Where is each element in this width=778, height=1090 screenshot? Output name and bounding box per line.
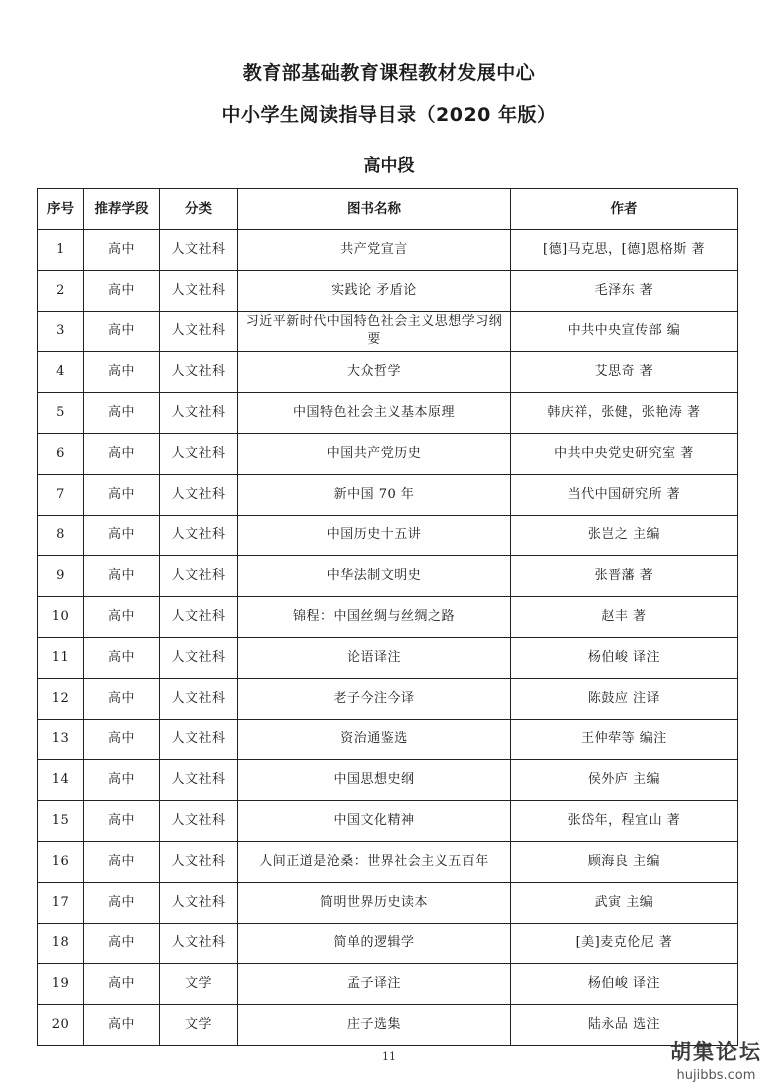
cell-category: 人文社科	[160, 474, 238, 515]
table-row	[38, 270, 738, 311]
cell-book-title: 中国文化精神	[238, 801, 511, 842]
cell-category: 人文社科	[160, 801, 238, 842]
cell-stage: 高中	[84, 923, 160, 964]
cell-category: 人文社科	[160, 433, 238, 474]
cell-book-title: 习近平新时代中国特色社会主义思想学习纲要	[238, 311, 511, 352]
cell-category: 人文社科	[160, 678, 238, 719]
table-row	[38, 841, 738, 882]
cell-index: 2	[38, 270, 84, 311]
watermark-url: hujibbs.com	[676, 1068, 756, 1083]
cell-author: 韩庆祥，张健，张艳涛 著	[511, 393, 738, 434]
cell-book-title: 论语译注	[238, 637, 511, 678]
cell-category: 文学	[160, 964, 238, 1005]
cell-book-title: 孟子译注	[238, 964, 511, 1005]
cell-category: 人文社科	[160, 352, 238, 393]
cell-author: 张岱年，程宜山 著	[511, 801, 738, 842]
table-row	[38, 597, 738, 638]
page-number: 11	[382, 1050, 396, 1063]
cell-index: 7	[38, 474, 84, 515]
cell-author: 侯外庐 主编	[511, 760, 738, 801]
cell-index: 10	[38, 597, 84, 638]
cell-index: 15	[38, 801, 84, 842]
cell-index: 3	[38, 311, 84, 352]
column-header-title: 图书名称	[238, 189, 511, 230]
cell-book-title: 中华法制文明史	[238, 556, 511, 597]
table-row	[38, 719, 738, 760]
cell-index: 18	[38, 923, 84, 964]
cell-category: 人文社科	[160, 882, 238, 923]
cell-book-title: 庄子选集	[238, 1005, 511, 1046]
cell-stage: 高中	[84, 474, 160, 515]
cell-book-title: 大众哲学	[238, 352, 511, 393]
cell-category: 人文社科	[160, 719, 238, 760]
cell-author: 杨伯峻 译注	[511, 637, 738, 678]
cell-book-title: 中国特色社会主义基本原理	[238, 393, 511, 434]
cell-category: 人文社科	[160, 556, 238, 597]
table-row	[38, 760, 738, 801]
section-heading: 高中段	[363, 156, 415, 176]
cell-author: 张晋藩 著	[511, 556, 738, 597]
cell-author: 赵丰 著	[511, 597, 738, 638]
cell-book-title: 锦程：中国丝绸与丝绸之路	[238, 597, 511, 638]
column-header-author: 作者	[511, 189, 738, 230]
cell-author: 中共中央党史研究室 著	[511, 433, 738, 474]
cell-book-title: 中国思想史纲	[238, 760, 511, 801]
cell-author: 顾海良 主编	[511, 841, 738, 882]
cell-author: 毛泽东 著	[511, 270, 738, 311]
cell-book-title: 新中国 70 年	[238, 474, 511, 515]
cell-book-title: 中国共产党历史	[238, 433, 511, 474]
cell-book-title: 简明世界历史读本	[238, 882, 511, 923]
cell-stage: 高中	[84, 760, 160, 801]
cell-stage: 高中	[84, 515, 160, 556]
cell-stage: 高中	[84, 597, 160, 638]
cell-author: [德]马克思，[德]恩格斯 著	[511, 230, 738, 271]
cell-stage: 高中	[84, 801, 160, 842]
cell-index: 12	[38, 678, 84, 719]
cell-category: 文学	[160, 1005, 238, 1046]
cell-book-title: 简单的逻辑学	[238, 923, 511, 964]
cell-stage: 高中	[84, 230, 160, 271]
cell-author: 陈鼓应 注译	[511, 678, 738, 719]
table-row	[38, 801, 738, 842]
cell-index: 19	[38, 964, 84, 1005]
cell-category: 人文社科	[160, 311, 238, 352]
table-row	[38, 515, 738, 556]
cell-index: 8	[38, 515, 84, 556]
table-row	[38, 311, 738, 352]
table-header-row	[38, 189, 738, 230]
cell-book-title: 资治通鉴选	[238, 719, 511, 760]
column-header-category: 分类	[160, 189, 238, 230]
reading-list-table	[37, 188, 738, 1046]
table-row	[38, 964, 738, 1005]
cell-stage: 高中	[84, 1005, 160, 1046]
cell-category: 人文社科	[160, 393, 238, 434]
cell-stage: 高中	[84, 393, 160, 434]
cell-index: 9	[38, 556, 84, 597]
watermark	[670, 1036, 762, 1083]
column-header-stage: 推荐学段	[84, 189, 160, 230]
cell-index: 4	[38, 352, 84, 393]
cell-book-title: 人间正道是沧桑：世界社会主义五百年	[238, 841, 511, 882]
cell-category: 人文社科	[160, 597, 238, 638]
table-row	[38, 352, 738, 393]
cell-author: [美]麦克伦尼 著	[511, 923, 738, 964]
cell-stage: 高中	[84, 678, 160, 719]
cell-stage: 高中	[84, 270, 160, 311]
cell-index: 17	[38, 882, 84, 923]
cell-author: 中共中央宣传部 编	[511, 311, 738, 352]
cell-index: 13	[38, 719, 84, 760]
cell-index: 6	[38, 433, 84, 474]
cell-category: 人文社科	[160, 230, 238, 271]
cell-book-title: 老子今注今译	[238, 678, 511, 719]
cell-author: 武寅 主编	[511, 882, 738, 923]
cell-stage: 高中	[84, 882, 160, 923]
cell-category: 人文社科	[160, 923, 238, 964]
cell-author: 当代中国研究所 著	[511, 474, 738, 515]
cell-book-title: 实践论 矛盾论	[238, 270, 511, 311]
table-body	[38, 230, 738, 1046]
cell-index: 11	[38, 637, 84, 678]
cell-stage: 高中	[84, 719, 160, 760]
cell-author: 张岂之 主编	[511, 515, 738, 556]
cell-category: 人文社科	[160, 515, 238, 556]
table-row	[38, 230, 738, 271]
cell-stage: 高中	[84, 311, 160, 352]
cell-index: 16	[38, 841, 84, 882]
cell-stage: 高中	[84, 352, 160, 393]
cell-stage: 高中	[84, 964, 160, 1005]
document-subtitle: 中小学生阅读指导目录（2020 年版）	[221, 104, 557, 126]
cell-index: 1	[38, 230, 84, 271]
cell-author: 艾思奇 著	[511, 352, 738, 393]
table-row	[38, 393, 738, 434]
cell-category: 人文社科	[160, 637, 238, 678]
cell-index: 14	[38, 760, 84, 801]
cell-category: 人文社科	[160, 841, 238, 882]
cell-stage: 高中	[84, 556, 160, 597]
cell-author: 杨伯峻 译注	[511, 964, 738, 1005]
cell-stage: 高中	[84, 841, 160, 882]
table-row	[38, 474, 738, 515]
cell-category: 人文社科	[160, 760, 238, 801]
table-row	[38, 556, 738, 597]
table-row	[38, 882, 738, 923]
table-row	[38, 923, 738, 964]
table-row	[38, 678, 738, 719]
cell-index: 5	[38, 393, 84, 434]
cell-stage: 高中	[84, 433, 160, 474]
table-row	[38, 637, 738, 678]
column-header-index: 序号	[38, 189, 84, 230]
document-title: 教育部基础教育课程教材发展中心	[242, 62, 536, 84]
cell-category: 人文社科	[160, 270, 238, 311]
table-row	[38, 1005, 738, 1046]
cell-author: 王仲荦等 编注	[511, 719, 738, 760]
cell-book-title: 中国历史十五讲	[238, 515, 511, 556]
cell-book-title: 共产党宣言	[238, 230, 511, 271]
watermark-name: 胡集论坛	[670, 1040, 762, 1064]
cell-index: 20	[38, 1005, 84, 1046]
cell-stage: 高中	[84, 637, 160, 678]
table-row	[38, 433, 738, 474]
cell-author: 陆永品 选注	[511, 1005, 738, 1046]
